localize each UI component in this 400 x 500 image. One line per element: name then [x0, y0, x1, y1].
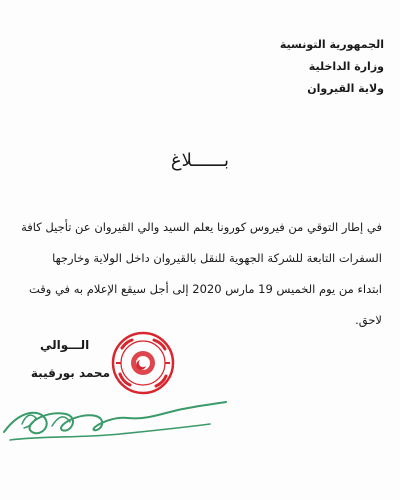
announcement-body: [20, 212, 382, 336]
document-title: بــــــلاغ: [170, 150, 230, 171]
signatory-name: محمد بورقيبة: [30, 366, 110, 380]
letterhead-republic: الجمهورية التونسية: [279, 38, 384, 51]
letterhead-governorate: ولاية القيروان: [307, 82, 384, 95]
body-line-1: في إطار التوقي من فيروس كورونا يعلم السيد والي القيروان عن تأجيل كافة: [21, 220, 382, 234]
body-line-3: ابتداء من يوم الخميس 19 مارس 2020 إلى أجل سيقع الإعلام به في وقت: [28, 282, 382, 296]
handwritten-signature-icon: [0, 380, 230, 450]
letterhead-ministry: وزارة الداخلية: [308, 60, 384, 73]
body-line-2: السفرات التابعة للشركة الجهوية للنقل بالقيروان داخل الولاية وخارجها: [52, 251, 382, 265]
signatory-title: الـــوالي: [40, 338, 90, 352]
body-line-4: لاحق.: [355, 313, 382, 327]
letterhead: [280, 34, 384, 100]
